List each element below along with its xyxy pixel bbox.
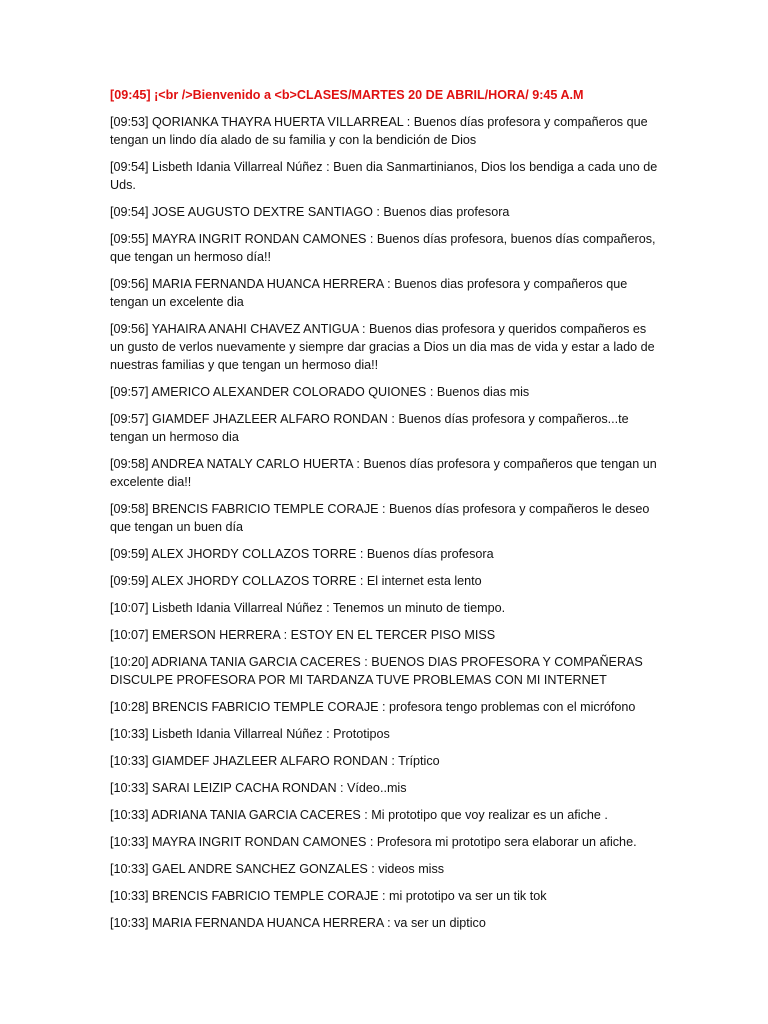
chat-message: [10:20] ADRIANA TANIA GARCIA CACERES : BUENOS DIAS PROFESORA Y COMPAÑERAS DISCULPE PROFESORA POR MI TARDANZA TUVE PROBLEMAS CON MI INTERNET — [110, 655, 643, 687]
chat-message: [09:56] YAHAIRA ANAHI CHAVEZ ANTIGUA : Buenos dias profesora y queridos compañeros es un gusto de verlos nuevamente y siempre dar gracias a Dios un dia mas de vida y estar a lado de nuestras familias y que tengan un hermoso dia!! — [110, 322, 655, 372]
welcome-header: [09:45] ¡<br />Bienvenido a <b>CLASES/MARTES 20 DE ABRIL/HORA/ 9:45 A.M — [110, 88, 584, 102]
chat-message: [09:57] GIAMDEF JHAZLEER ALFARO RONDAN : Buenos días profesora y compañeros...te tengan un hermoso dia — [110, 412, 629, 444]
chat-message: [10:33] MAYRA INGRIT RONDAN CAMONES : Profesora mi prototipo sera elaborar un afiche. — [110, 835, 637, 849]
chat-message: [10:33] GAEL ANDRE SANCHEZ GONZALES : videos miss — [110, 862, 445, 876]
chat-message: [09:53] QORIANKA THAYRA HUERTA VILLARREAL : Buenos días profesora y compañeros que tengan un lindo día alado de su familia y con la bendición de Dios — [110, 115, 648, 147]
chat-message: [10:33] ADRIANA TANIA GARCIA CACERES : Mi prototipo que voy realizar es un afiche . — [110, 808, 608, 822]
chat-message: [09:57] AMERICO ALEXANDER COLORADO QUIONES : Buenos dias mis — [110, 385, 530, 399]
message-list — [110, 113, 662, 932]
chat-message: [10:07] Lisbeth Idania Villarreal Núñez : Tenemos un minuto de tiempo. — [110, 601, 506, 615]
chat-message: [10:33] GIAMDEF JHAZLEER ALFARO RONDAN : Tríptico — [110, 754, 440, 768]
chat-message: [09:54] JOSE AUGUSTO DEXTRE SANTIAGO : Buenos dias profesora — [110, 205, 510, 219]
chat-message: [09:59] ALEX JHORDY COLLAZOS TORRE : El internet esta lento — [110, 574, 482, 588]
chat-message: [09:58] ANDREA NATALY CARLO HUERTA : Buenos días profesora y compañeros que tengan un excelente dia!! — [110, 457, 657, 489]
chat-message: [09:58] BRENCIS FABRICIO TEMPLE CORAJE : Buenos días profesora y compañeros le deseo que tengan un buen día — [110, 502, 650, 534]
chat-message: [10:33] MARIA FERNANDA HUANCA HERRERA : va ser un diptico — [110, 916, 486, 930]
chat-message: [09:59] ALEX JHORDY COLLAZOS TORRE : Buenos días profesora — [110, 547, 494, 561]
chat-message: [10:07] EMERSON HERRERA : ESTOY EN EL TERCER PISO MISS — [110, 628, 496, 642]
chat-message: [09:55] MAYRA INGRIT RONDAN CAMONES : Buenos días profesora, buenos días compañeros, que tengan un hermoso día!! — [110, 232, 656, 264]
chat-transcript — [110, 86, 662, 941]
chat-message: [10:33] BRENCIS FABRICIO TEMPLE CORAJE : mi prototipo va ser un tik tok — [110, 889, 547, 903]
chat-message: [10:33] SARAI LEIZIP CACHA RONDAN : Vídeo..mis — [110, 781, 407, 795]
chat-message: [09:54] Lisbeth Idania Villarreal Núñez : Buen dia Sanmartinianos, Dios los bendiga a cada uno de Uds. — [110, 160, 658, 192]
chat-message: [10:28] BRENCIS FABRICIO TEMPLE CORAJE : profesora tengo problemas con el micrófono — [110, 700, 636, 714]
chat-message: [10:33] Lisbeth Idania Villarreal Núñez : Prototipos — [110, 727, 390, 741]
chat-message: [09:56] MARIA FERNANDA HUANCA HERRERA : Buenos dias profesora y compañeros que tengan un excelente dia — [110, 277, 628, 309]
